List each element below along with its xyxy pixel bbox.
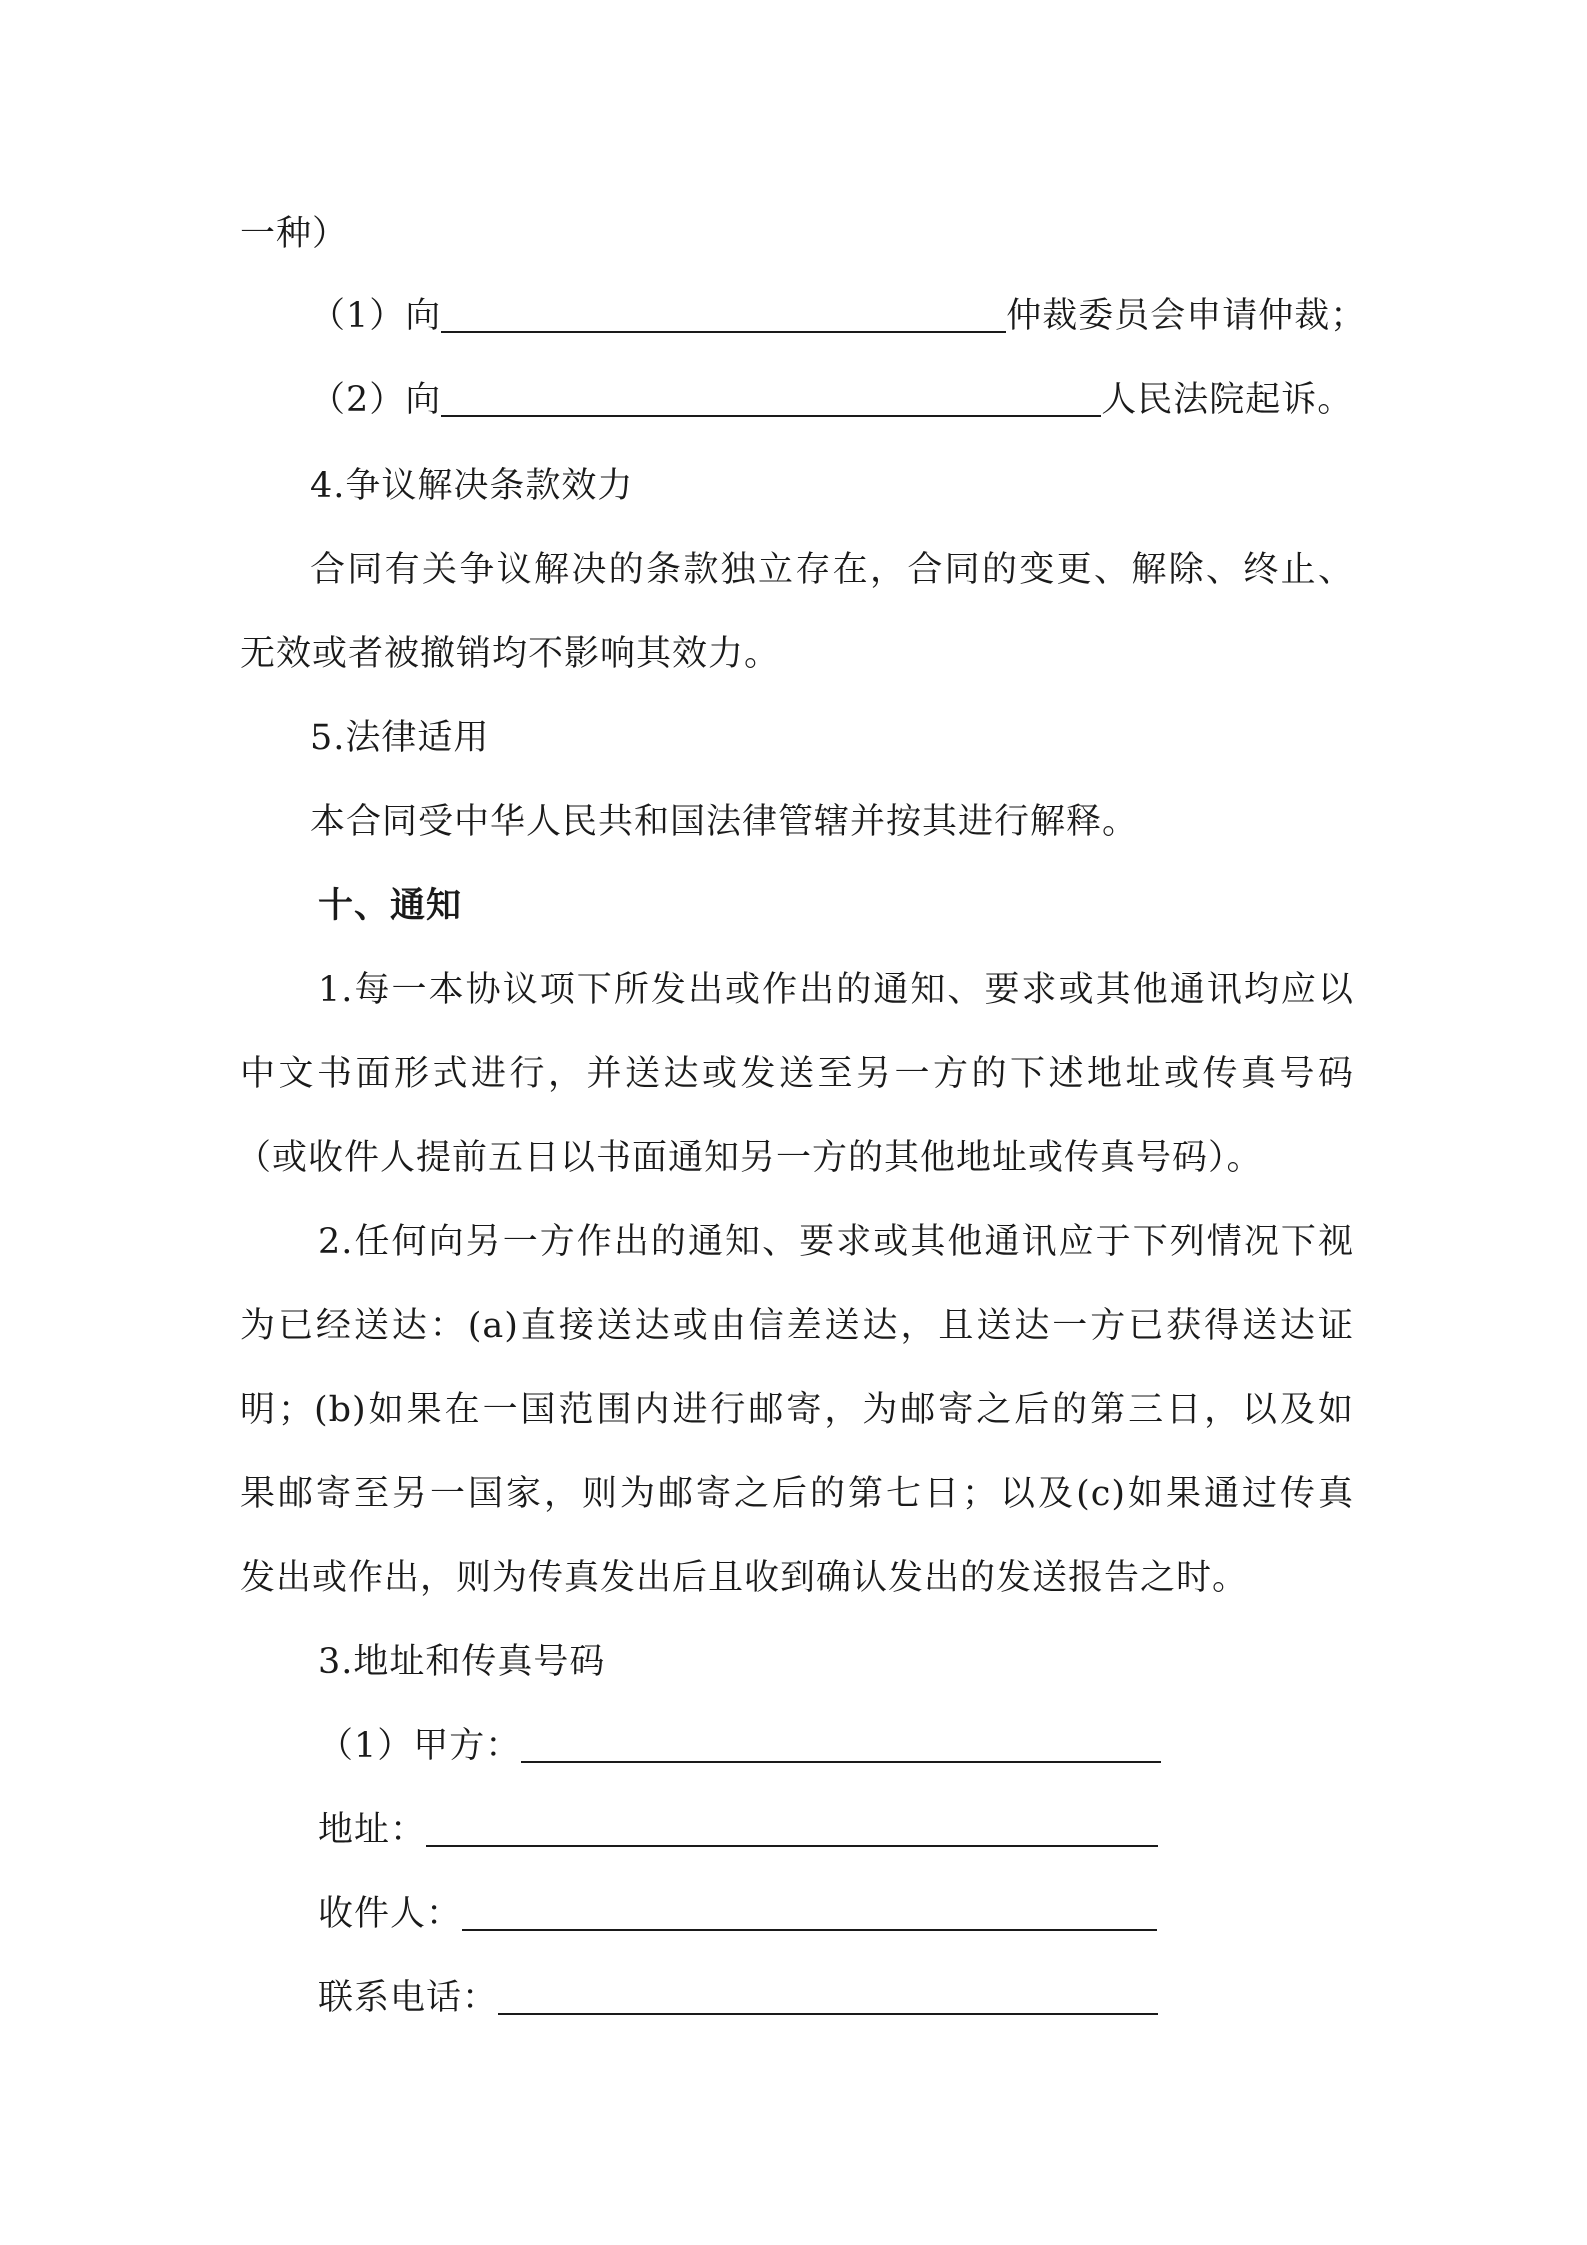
arbitration-commission-blank[interactable]: [441, 291, 1006, 333]
phone-input[interactable]: [498, 1973, 1158, 2015]
field-label: 地址：: [318, 1810, 427, 1850]
paragraph-line: 1.每一本协议项下所发出或作出的通知、要求或其他通讯均应以: [318, 970, 1354, 1010]
dispute-option-arbitration: [310, 286, 1366, 346]
option-suffix: 人民法院起诉。: [1101, 380, 1354, 420]
recipient-input[interactable]: [462, 1889, 1157, 1931]
chapter-heading: 十、通知: [318, 885, 463, 926]
option-suffix: 仲裁委员会申请仲裁；: [1006, 296, 1367, 336]
paragraph-line: 合同有关争议解决的条款独立存在，合同的变更、解除、终止、: [310, 550, 1354, 590]
section-heading: 5.法律适用: [310, 718, 490, 758]
party-a-field: [318, 1716, 1161, 1776]
recipient-field: [318, 1884, 1157, 1944]
paragraph-line: 无效或者被撤销均不影响其效力。: [240, 634, 781, 674]
paragraph-line: 果邮寄至另一国家，则为邮寄之后的第七日；以及(c)如果通过传真: [240, 1474, 1354, 1514]
option-prefix: （1）向: [310, 296, 442, 336]
option-prefix: （2）向: [310, 380, 442, 420]
court-blank[interactable]: [441, 375, 1101, 417]
field-label: 收件人：: [318, 1894, 463, 1934]
paragraph-line: （或收件人提前五日以书面通知另一方的其他地址或传真号码）。: [236, 1138, 1263, 1178]
paragraph-line: 一种）: [240, 214, 349, 254]
phone-field: [318, 1968, 1158, 2028]
paragraph-line: 发出或作出，则为传真发出后且收到确认发出的发送报告之时。: [240, 1558, 1249, 1598]
address-field: [318, 1800, 1158, 1860]
dispute-option-court: [310, 370, 1353, 430]
paragraph-line: 明；(b)如果在一国范围内进行邮寄，为邮寄之后的第三日，以及如: [240, 1390, 1354, 1430]
section-heading: 4.争议解决条款效力: [310, 466, 634, 506]
field-label: （1）甲方：: [318, 1726, 522, 1766]
field-label: 联系电话：: [318, 1978, 499, 2018]
paragraph-line: 2.任何向另一方作出的通知、要求或其他通讯应于下列情况下视: [318, 1222, 1354, 1262]
paragraph-line: 为已经送达：(a)直接送达或由信差送达，且送达一方已获得送达证: [240, 1306, 1354, 1346]
party-a-input[interactable]: [521, 1721, 1161, 1763]
paragraph-line: 本合同受中华人民共和国法律管辖并按其进行解释。: [310, 802, 1139, 842]
section-heading: 3.地址和传真号码: [318, 1642, 606, 1682]
address-input[interactable]: [426, 1805, 1158, 1847]
paragraph-line: 中文书面形式进行，并送达或发送至另一方的下述地址或传真号码: [240, 1054, 1354, 1094]
